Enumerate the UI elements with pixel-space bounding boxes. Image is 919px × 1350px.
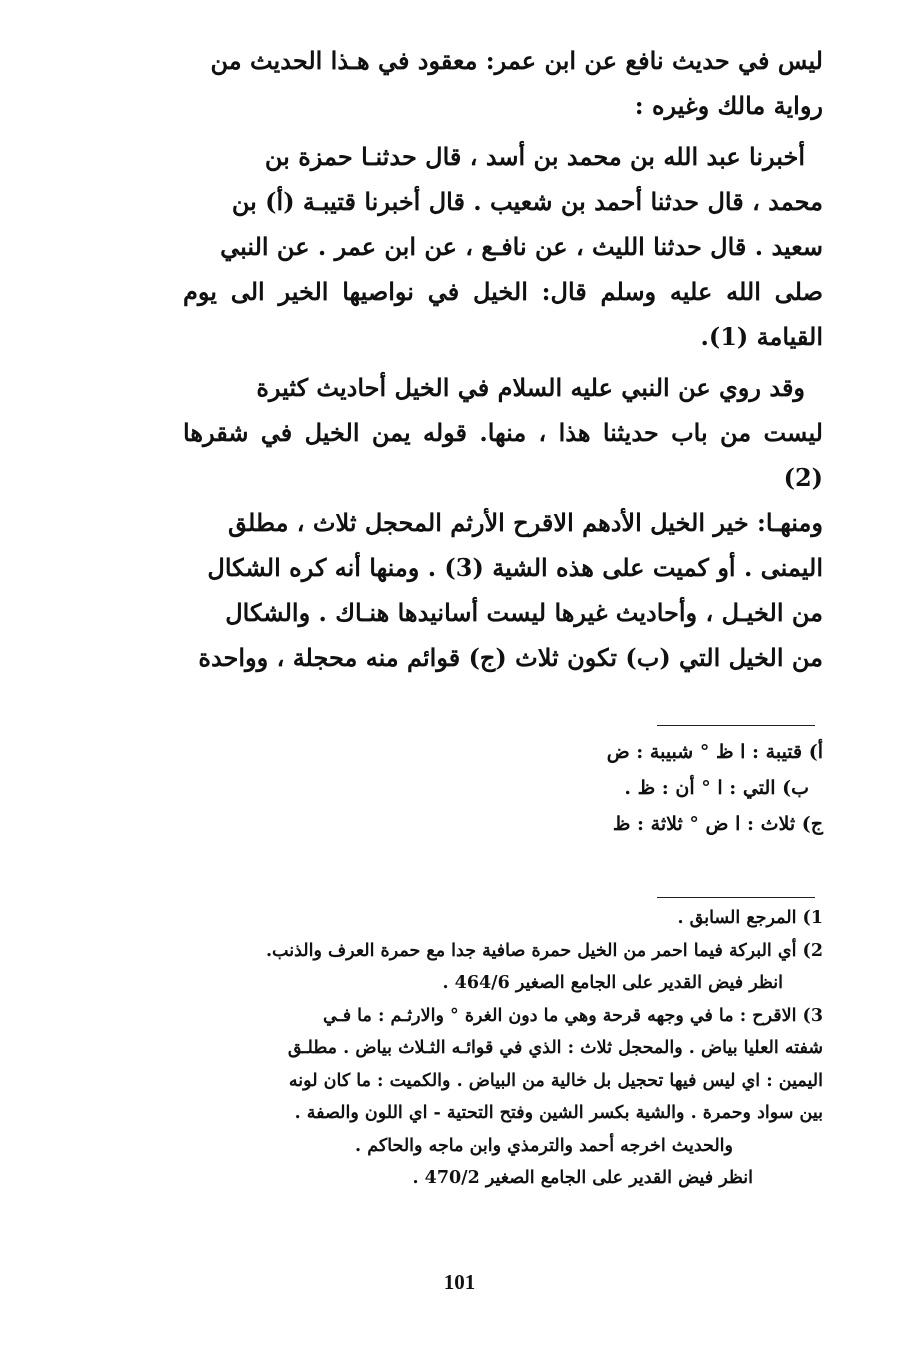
variant-line: ب) التي : ا ° أن : ظ . <box>624 777 809 799</box>
text-line: وقد روي عن النبي عليه السلام في الخيل أحاديث كثيرة <box>256 373 805 402</box>
footnote-line: 3) الاقرح : ما في وجهه قرحة وهي ما دون الغرة ° والارثـم : ما فـي <box>323 1005 823 1026</box>
footnote-divider <box>657 725 815 726</box>
footnote-line: انظر فيض القدير على الجامع الصغير 464/6 . <box>442 973 783 993</box>
variant-readings <box>523 734 823 842</box>
text-line: ومنهـا: خير الخيل الأدهم الاقرح الأرثم المحجل ثلاث ، مطلق <box>227 508 823 537</box>
text-line: من الخيـل ، وأحاديث غيرها ليست أسانيدها هنـاك . والشكال <box>225 598 823 627</box>
footnote-line: شفته العليا بياض . والمحجل ثلاث : الذي في قوائـه الثـلاث بياض . مطلـق <box>287 1038 823 1058</box>
text-line: سعيد . قال حدثنا الليث ، عن نافـع ، عن ابن عمر . عن النبي <box>220 232 823 261</box>
text-line: من الخيل التي (ب) تكون ثلاث (ج) قوائم منه محجلة ، وواحدة <box>198 643 823 672</box>
text-line: أخبرنا عبد الله بن محمد بن أسد ، قال حدثنـا حمزة بن <box>264 142 805 171</box>
text-line: ليس في حديث نافع عن ابن عمر: معقود في هـذا الحديث من <box>210 46 823 75</box>
page-number: 101 <box>443 1270 476 1294</box>
text-line: اليمنى . أو كميت على هذه الشية (3) . ومنها أنه كره الشكال <box>207 553 823 582</box>
footnote-line: والحديث اخرجه أحمد والترمذي وابن ماجه والحاكم . <box>355 1135 733 1156</box>
main-text <box>183 38 823 680</box>
footnotes <box>178 902 823 1195</box>
footnote-divider <box>657 897 815 898</box>
footnote-line: اليمين : اي ليس فيها تحجيل بل خالية من البياض . والكميت : ما كان لونه <box>288 1070 823 1091</box>
footnote-line: بين سواد وحمرة . والشية بكسر الشين وفتح التحتية - اي اللون والصفة . <box>294 1103 823 1123</box>
text-line: رواية مالك وغيره : <box>634 91 823 120</box>
footnote-line: 2) أي البركة فيما احمر من الخيل حمرة صافية جدا مع حمرة العرف والذنب. <box>265 940 823 961</box>
variant-line: ج) ثلاث : ا ض ° ثلاثة : ظ <box>612 813 823 835</box>
footnote-line: انظر فيض القدير على الجامع الصغير 470/2 . <box>412 1168 753 1188</box>
text-line: محمد ، قال حدثنا أحمد بن شعيب . قال أخبرنا قتيبـة (أ) بن <box>231 187 823 216</box>
text-line: ليست من باب حديثنا هذا ، منها. قوله يمن الخيل في شقرها (2) <box>183 418 823 492</box>
text-line: صلى الله عليه وسلم قال: الخيل في نواصيها الخير الى يوم القيامة (1). <box>183 277 823 351</box>
footnote-line: 1) المرجع السابق . <box>677 908 823 928</box>
variant-line: أ) قتيبة : ا ظ ° شبيبة : ض <box>606 741 823 763</box>
